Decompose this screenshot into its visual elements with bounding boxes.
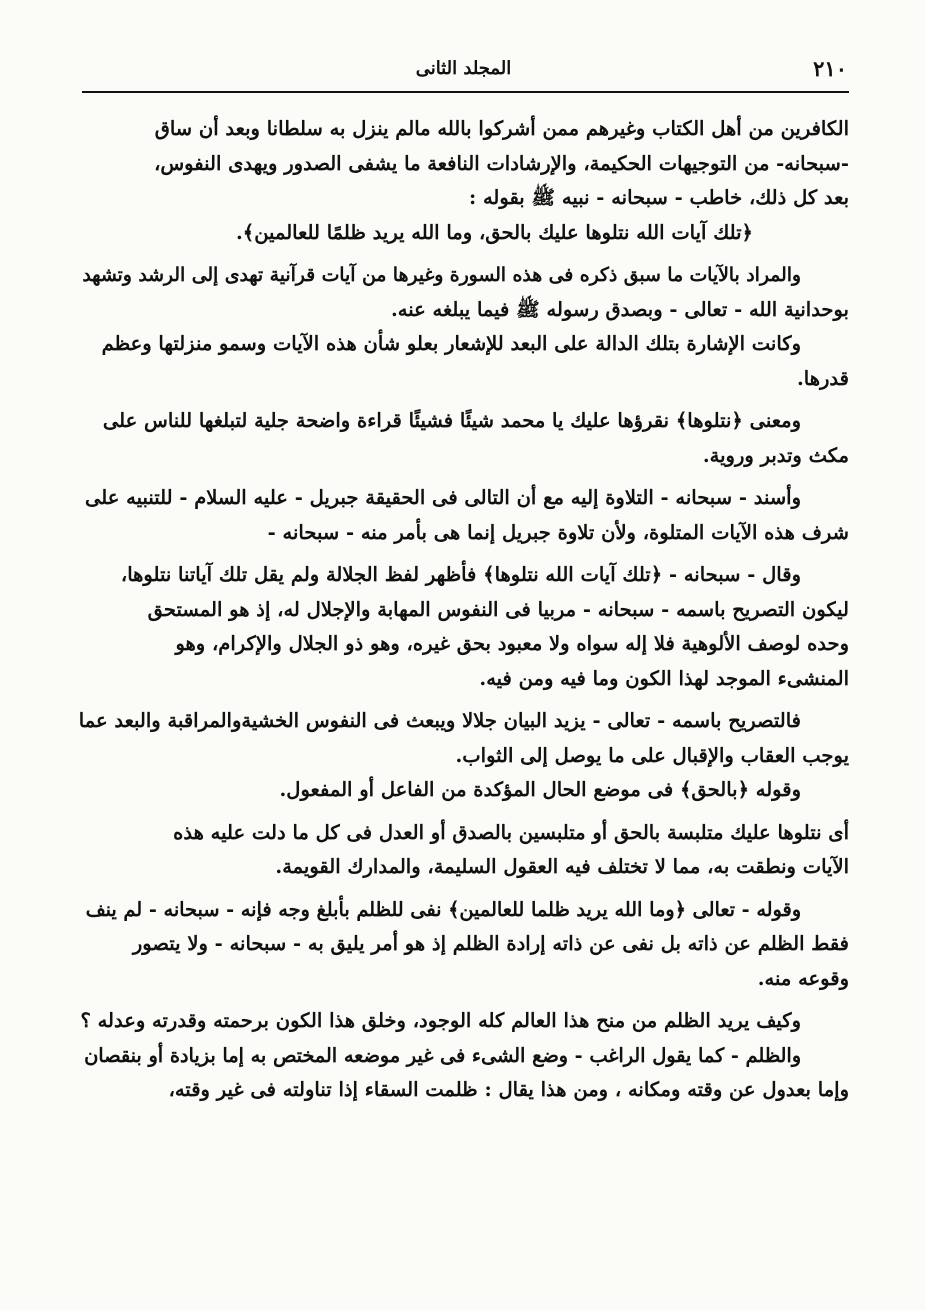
text-line: مكث وتدبر وروية. bbox=[702, 443, 849, 467]
text-line: المنشىء الموجد لهذا الكون وما فيه ومن فيه. bbox=[479, 666, 849, 690]
page-body bbox=[78, 112, 849, 1108]
text-line: أى نتلوها عليك متلبسة بالحق أو متلبسين بالصدق أو العدل فى كل ما دلت عليه هذه bbox=[173, 820, 849, 844]
text-line: وقوعه منه. bbox=[757, 966, 849, 990]
text-line: وكيف يريد الظلم من منح هذا العالم كله الوجود، وخلق هذا الكون برحمته وقدرته وعدله ؟ bbox=[80, 1009, 801, 1032]
text-line: فقط الظلم عن ذاته بل نفى عن ذاته إرادة الظلم إذ هو أمر يليق به - سبحانه - ولا يتصور bbox=[132, 932, 849, 955]
text-line: وقوله - تعالى ﴿وما الله يريد ظلما للعالمين﴾ نفى للظلم بأبلغ وجه فإنه - سبحانه - لم ينف bbox=[85, 897, 801, 921]
text-line: -سبحانه- من التوجيهات الحكيمة، والإرشادات النافعة ما يشفى الصدور ويهدى النفوس، bbox=[154, 151, 849, 175]
text-line: بعد كل ذلك، خاطب - سبحانه - نبيه ﷺ بقوله : bbox=[468, 186, 849, 209]
header-rule bbox=[82, 91, 849, 93]
text-line: ومعنى ﴿نتلوها﴾ نقرؤها عليك يا محمد شيئًا فشيئًا قراءة واضحة جلية لتبلغها للناس على bbox=[102, 409, 801, 432]
text-line: الآيات ونطقت به، مما لا تختلف فيه العقول السليمة، والمدارك القويمة. bbox=[275, 855, 849, 878]
quran-verse-line: ﴿تلك آيات الله نتلوها عليك بالحق، وما الله يريد ظلمًا للعالمين﴾. bbox=[236, 220, 753, 244]
text-line: الكافرين من أهل الكتاب وغيرهم ممن أشركوا بالله مالم ينزل به سلطانا وبعد أن ساق bbox=[154, 117, 849, 140]
text-line: وكانت الإشارة بتلك الدالة على البعد للإشعار بعلو شأن هذه الآيات وسمو منزلتها وعظم bbox=[101, 332, 801, 355]
page-number: ٢١٠ bbox=[813, 56, 847, 81]
text-line: والمراد بالآيات ما سبق ذكره فى هذه السورة وغيرها من آيات قرآنية تهدى إلى الرشد وتشهد bbox=[82, 264, 801, 286]
text-line: وأسند - سبحانه - التلاوة إليه مع أن التالى فى الحقيقة جبريل - عليه السلام - للتنبيه على bbox=[85, 486, 801, 509]
running-head: المجلد الثانى bbox=[415, 58, 512, 79]
text-line: يوجب العقاب والإقبال على ما يوصل إلى الثواب. bbox=[455, 743, 849, 767]
text-line: قدرها. bbox=[797, 366, 849, 390]
page-header bbox=[80, 56, 847, 86]
text-line: شرف هذه الآيات المتلوة، ولأن تلاوة جبريل إنما هى بأمر منه - سبحانه - bbox=[267, 520, 849, 544]
text-line: وقال - سبحانه - ﴿تلك آيات الله نتلوها﴾ فأظهر لفظ الجلالة ولم يقل تلك آياتنا نتلوها، bbox=[120, 563, 801, 586]
text-line: وقوله ﴿بالحق﴾ فى موضع الحال المؤكدة من الفاعل أو المفعول. bbox=[279, 778, 801, 801]
text-line: وإما بعدول عن وقته ومكانه ، ومن هذا يقال : ظلمت السقاء إذا تناولته فى غير وقته، bbox=[168, 1078, 849, 1101]
text-line: بوحدانية الله - تعالى - وبصدق رسوله ﷺ فيما يبلغه عنه. bbox=[390, 297, 849, 321]
text-line: فالتصريح باسمه - تعالى - يزيد البيان جلالا ويبعث فى النفوس الخشيةوالمراقبة والبعد عما bbox=[78, 709, 801, 732]
text-line: ليكون التصريح باسمه - سبحانه - مربيا فى النفوس المهابة والإجلال له، إذ هو المستحق bbox=[147, 597, 849, 621]
text-line: والظلم - كما يقول الراغب - وضع الشىء فى غير موضعه المختص به إما بزيادة أو بنقصان bbox=[84, 1043, 801, 1067]
text-line: وحده لوصف الألوهية فلا إله سواه ولا معبود بحق غيره، وهو ذو الجلال والإكرام، وهو bbox=[175, 632, 849, 655]
